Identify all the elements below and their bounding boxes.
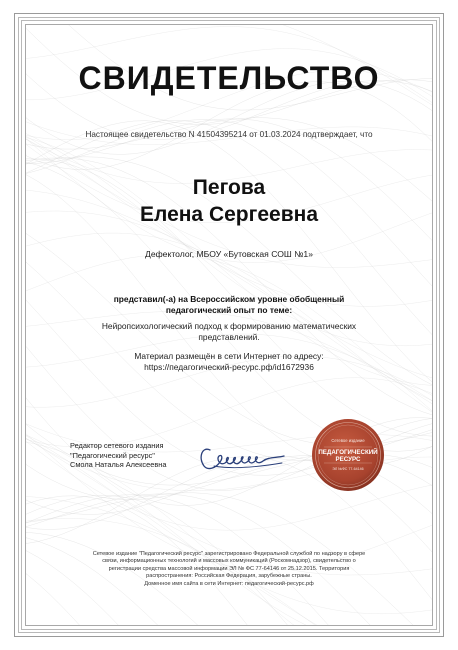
seal-top-text: Сетевое издание — [331, 438, 365, 443]
footer-line: Доменное имя сайта в сети Интернет: педагогический-ресурс.рф — [144, 580, 314, 587]
publication-seal — [310, 417, 386, 493]
seal-title-line: РЕСУРС — [335, 456, 361, 463]
topic-line: представлений. — [198, 332, 260, 342]
registration-footer — [70, 551, 388, 588]
editor-name: Смола Наталья Алексеевна — [70, 460, 167, 469]
footer-line: распространения: Российская Федерация, зарубежные страны. — [146, 573, 312, 580]
presented-statement — [90, 294, 368, 316]
seal-registration: ЭЛ №ФС 77-64146 — [332, 467, 364, 471]
material-label: Материал размещён в сети Интернет по адресу: — [134, 351, 324, 361]
presented-line: представил(-а) на Всероссийском уровне обобщенный — [113, 294, 345, 304]
editor-role: Редактор сетевого издания — [70, 441, 164, 450]
footer-line: регистрации средства массовой информации ЭЛ № ФС 77-64146 от 25.12.2015. Территория — [108, 565, 350, 572]
editor-signature — [196, 436, 290, 476]
editor-block — [70, 441, 200, 470]
recipient-position: Дефектолог, МБОУ «Бутовская СОШ №1» — [145, 249, 313, 259]
certificate-number-line: Настоящее свидетельство N 41504395214 от 01.03.2024 подтверждает, что — [85, 130, 373, 139]
topic-line: Нейропсихологический подход к формированию математических — [101, 321, 357, 331]
topic-text — [90, 321, 368, 343]
material-url: https://педагогический-ресурс.рф/id1672936 — [144, 362, 314, 372]
recipient-given-names: Елена Сергеевна — [140, 203, 318, 226]
recipient-surname: Пегова — [192, 176, 266, 199]
footer-line: связи, информационных технологий и массовых коммуникаций (Роскомнадзор), свидетельство о — [102, 558, 356, 565]
material-location — [90, 351, 368, 373]
presented-line: педагогический опыт по теме: — [165, 305, 293, 315]
seal-title-line: ПЕДАГОГИЧЕСКИЙ — [318, 449, 378, 456]
certificate-title: СВИДЕТЕЛЬСТВО — [78, 60, 380, 96]
editor-publication: "Педагогический ресурс" — [70, 450, 155, 460]
footer-line: Сетевое издание "Педагогический ресурс" зарегистрировано Федеральной службой по надзору в сфере — [92, 551, 366, 557]
